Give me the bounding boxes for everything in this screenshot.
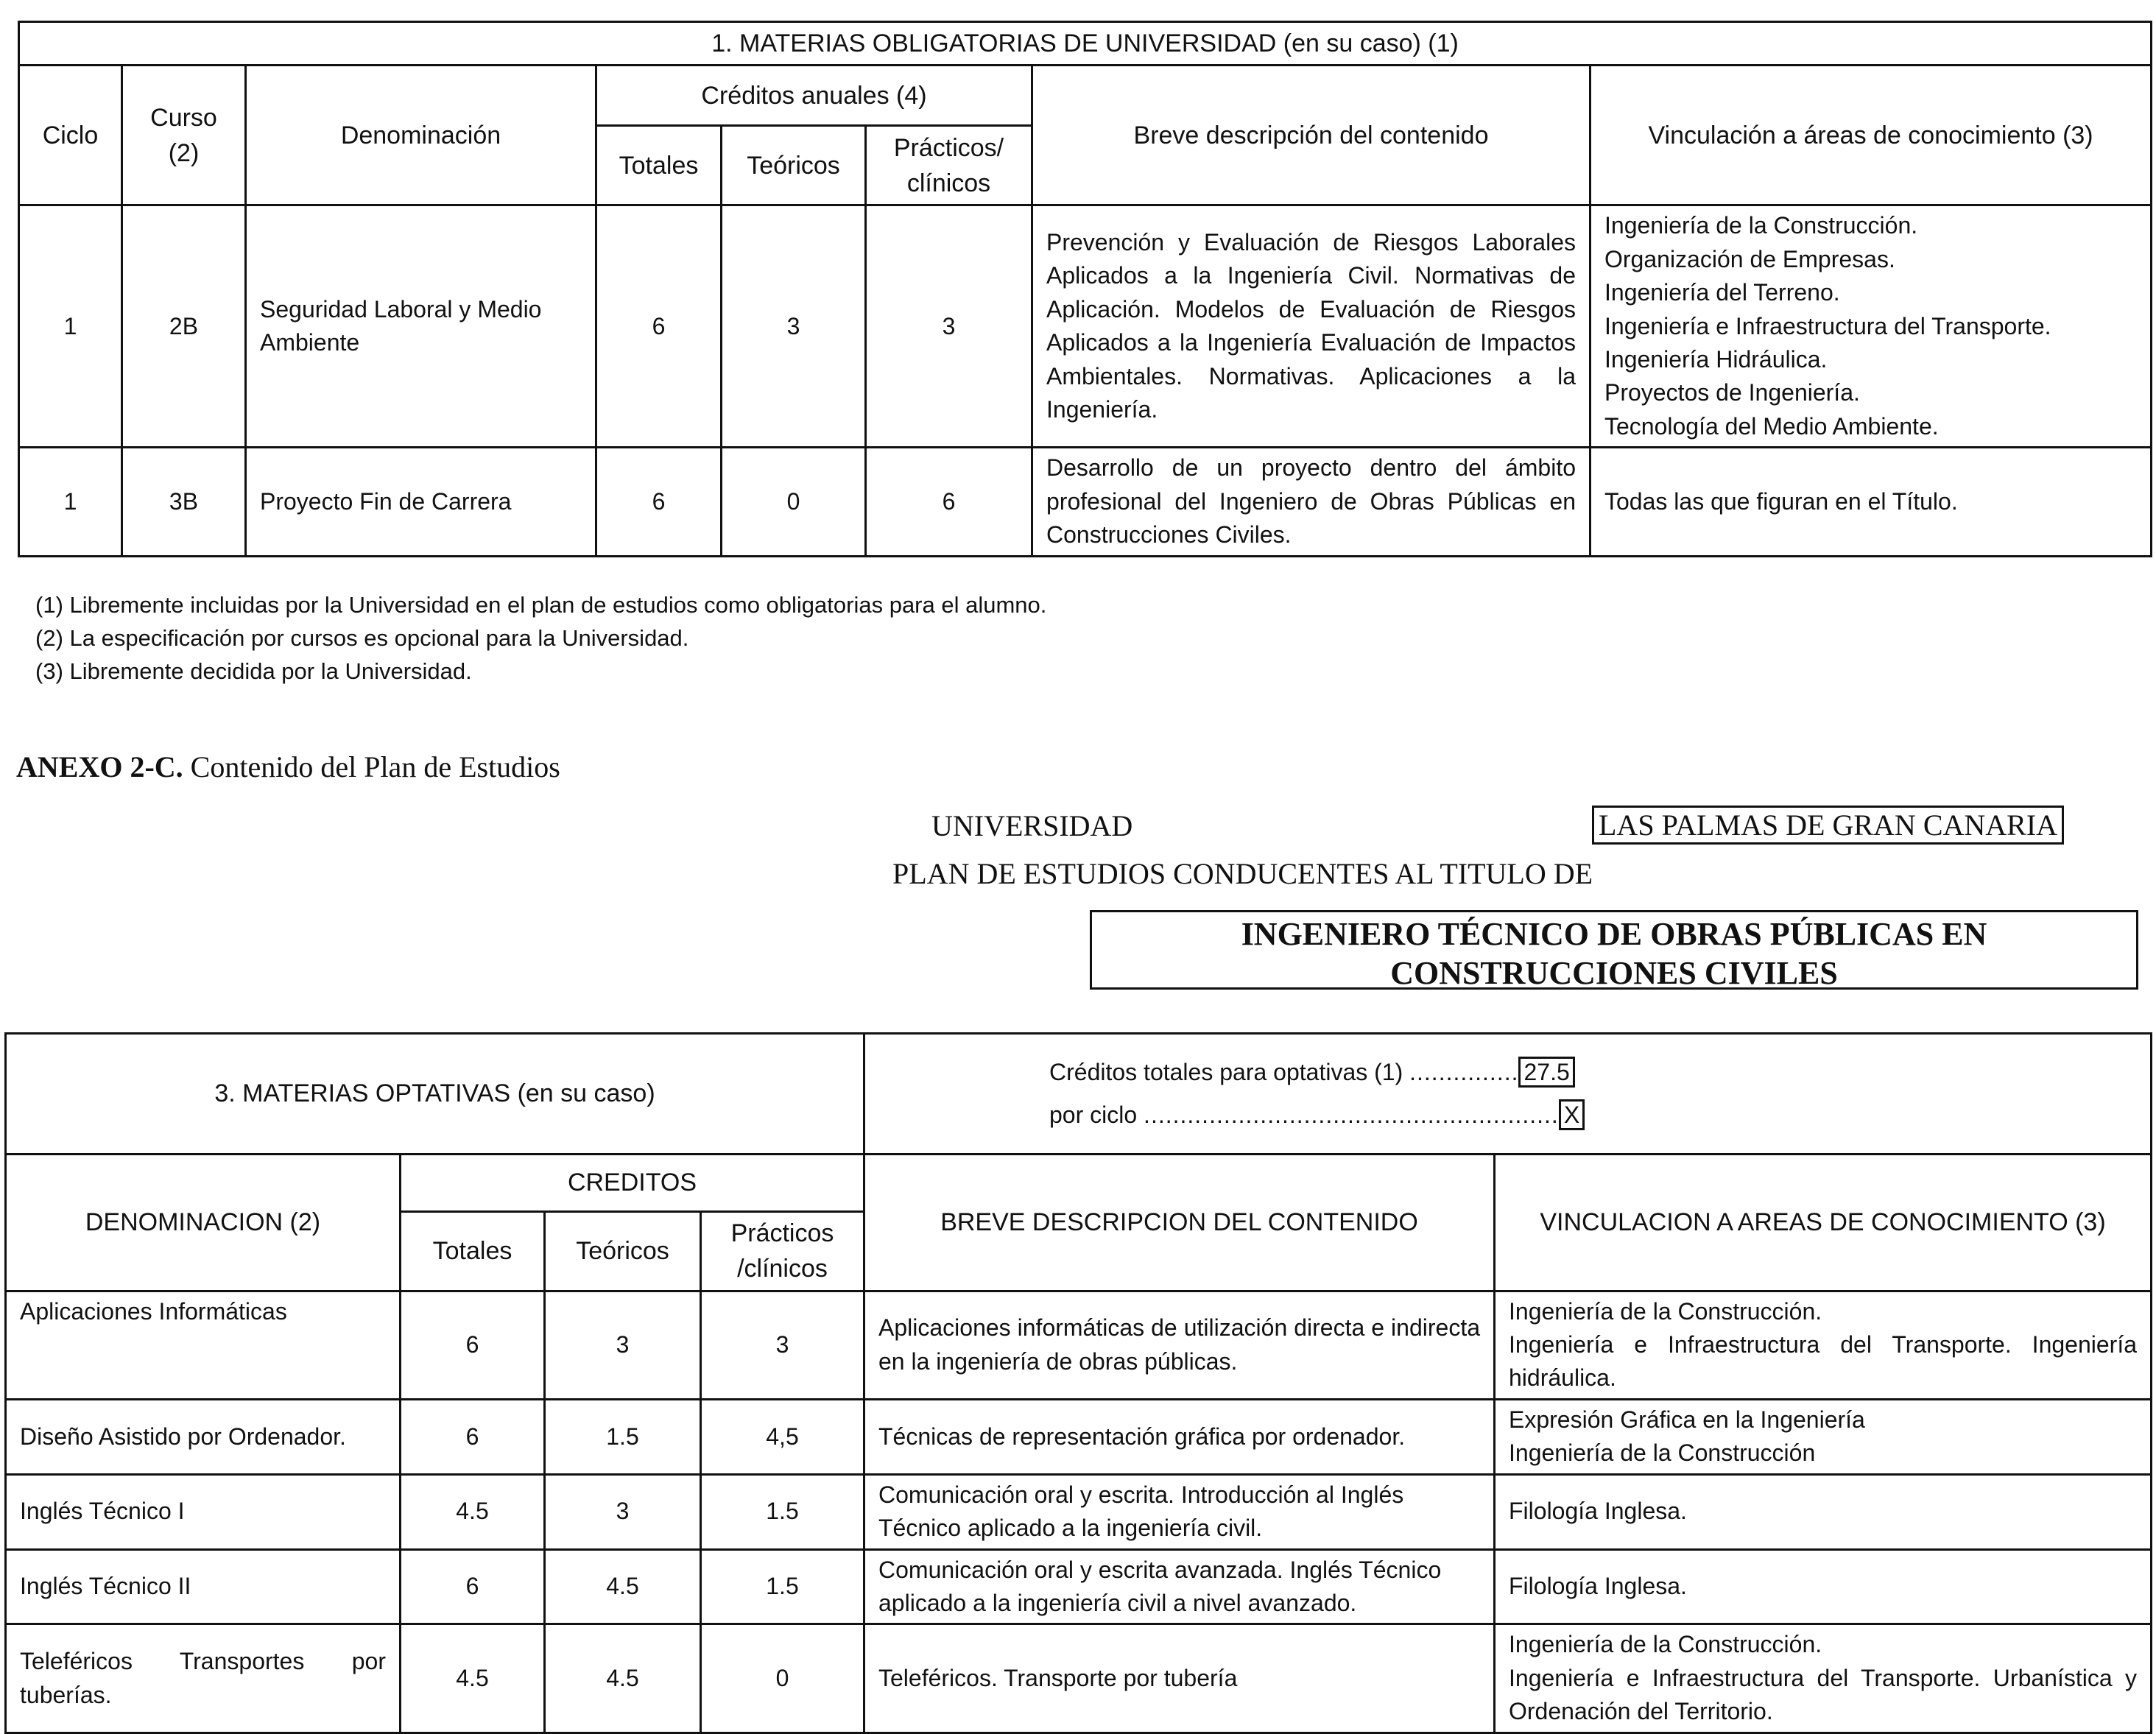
header-totales: Totales xyxy=(596,126,722,205)
area-item: Todas las que figuran en el Título. xyxy=(1604,487,1958,515)
plan-title: PLAN DE ESTUDIOS CONDUCENTES AL TITULO DE xyxy=(892,857,1593,890)
cell-descripcion: Aplicaciones informáticas de utilización directa e indirecta en la ingeniería de obras públicas. xyxy=(864,1291,1495,1399)
header-practicos: Prácticos /clínicos xyxy=(701,1212,864,1291)
cell-descripcion: Técnicas de representación gráfica por ordenador. xyxy=(864,1399,1495,1474)
cell-denominacion: Seguridad Laboral y Medio Ambiente xyxy=(246,205,596,448)
cell-descripcion: Desarrollo de un proyecto dentro del ámbito profesional del Ingeniero de Obras Públicas en Construcciones Civiles. xyxy=(1032,448,1590,556)
header-ciclo: Ciclo xyxy=(19,66,122,205)
table-row xyxy=(6,1291,2152,1399)
cell-teoricos: 3 xyxy=(545,1474,701,1549)
table-row xyxy=(19,205,2152,448)
por-ciclo-label: por ciclo xyxy=(1049,1101,1138,1128)
cell-areas xyxy=(1495,1624,2152,1733)
footnote: (3) Libremente decidida por la Universidad. xyxy=(35,658,472,684)
cell-curso: 2B xyxy=(122,205,246,448)
cell-totales: 6 xyxy=(401,1549,545,1624)
creditos-totales-line xyxy=(1049,1051,2137,1094)
cell-areas xyxy=(1495,1399,2152,1474)
cell-totales: 4.5 xyxy=(401,1474,545,1549)
cell-practicos: 0 xyxy=(701,1624,864,1733)
obligatorias-table xyxy=(18,21,2152,557)
titulo-line: CONSTRUCCIONES CIVILES xyxy=(1390,954,1838,991)
dot-leader: ......................................................... xyxy=(1144,1101,1559,1128)
area-item: Proyectos de Ingeniería. xyxy=(1604,379,1860,406)
area-item: Filología Inglesa. xyxy=(1509,1498,1687,1525)
area-item: Tecnología del Medio Ambiente. xyxy=(1604,412,1939,440)
por-ciclo-line xyxy=(1049,1094,2137,1137)
cell-areas xyxy=(1590,448,2152,556)
cell-descripcion: Prevención y Evaluación de Riesgos Laborales Aplicados a la Ingeniería Civil. Normativas de Aplicación. Modelos de Evaluación de Riesgos Aplicados a la Ingeniería Evaluación de Impactos Ambientales. Normativas. Aplicaciones a la Ingeniería. xyxy=(1032,205,1590,448)
area-item: Ingeniería e Infraestructura del Transporte. Ingeniería hidráulica. xyxy=(1509,1331,2137,1392)
cell-practicos: 6 xyxy=(866,448,1032,556)
cell-denominacion: Teleféricos Transportes por tuberías. xyxy=(6,1624,401,1733)
cell-denominacion: Diseño Asistido por Ordenador. xyxy=(6,1399,401,1474)
cell-totales: 6 xyxy=(401,1291,545,1399)
cell-teoricos: 1.5 xyxy=(545,1399,701,1474)
cell-descripcion: Comunicación oral y escrita avanzada. Inglés Técnico aplicado a la ingeniería civil a nivel avanzado. xyxy=(864,1549,1495,1624)
area-item: Ingeniería e Infraestructura del Transporte. Urbanística y Ordenación del Territorio. xyxy=(1509,1664,2137,1725)
header-creditos: Créditos anuales (4) xyxy=(596,66,1032,126)
area-item: Ingeniería del Terreno. xyxy=(1604,279,1840,306)
annex-label: ANEXO 2-C. xyxy=(16,750,183,783)
cell-denominacion: Inglés Técnico II xyxy=(6,1549,401,1624)
creditos-totales-cell xyxy=(864,1034,2152,1155)
table-row xyxy=(6,1549,2152,1624)
cell-descripcion: Teleféricos. Transporte por tubería xyxy=(864,1624,1495,1733)
cell-ciclo: 1 xyxy=(19,448,122,556)
cell-totales: 6 xyxy=(596,448,722,556)
table-row xyxy=(19,448,2152,556)
cell-practicos: 1.5 xyxy=(701,1549,864,1624)
area-item: Ingeniería de la Construcción xyxy=(1509,1439,1816,1467)
table1-title: 1. MATERIAS OBLIGATORIAS DE UNIVERSIDAD (en su caso) (1) xyxy=(19,22,2152,66)
footnotes xyxy=(35,589,1046,688)
cell-teoricos: 4.5 xyxy=(545,1624,701,1733)
header-creditos: CREDITOS xyxy=(401,1155,864,1212)
annex-heading xyxy=(16,750,560,784)
footnote: (2) La especificación por cursos es opcional para la Universidad. xyxy=(35,624,689,651)
header-teoricos: Teóricos xyxy=(545,1212,701,1291)
universidad-label: UNIVERSIDAD xyxy=(931,809,1133,842)
cell-descripcion: Comunicación oral y escrita. Introducción al Inglés Técnico aplicado a la ingeniería civil. xyxy=(864,1474,1495,1549)
cell-teoricos: 0 xyxy=(722,448,866,556)
header-denominacion: DENOMINACION (2) xyxy=(6,1155,401,1291)
cell-denominacion: Inglés Técnico I xyxy=(6,1474,401,1549)
header-descripcion: BREVE DESCRIPCION DEL CONTENIDO xyxy=(864,1155,1495,1291)
header-curso: Curso (2) xyxy=(122,66,246,205)
cell-areas xyxy=(1495,1291,2152,1399)
area-item: Organización de Empresas. xyxy=(1604,245,1895,272)
titulo-box xyxy=(1090,910,2138,990)
cell-teoricos: 3 xyxy=(722,205,866,448)
area-item: Expresión Gráfica en la Ingeniería xyxy=(1509,1406,1865,1433)
cell-teoricos: 3 xyxy=(545,1291,701,1399)
header-totales: Totales xyxy=(401,1212,545,1291)
header-teoricos: Teóricos xyxy=(722,126,866,205)
universidad-name: LAS PALMAS DE GRAN CANARIA xyxy=(1592,806,2064,845)
header-practicos: Prácticos/ clínicos xyxy=(866,126,1032,205)
table2-title: 3. MATERIAS OPTATIVAS (en su caso) xyxy=(6,1034,864,1155)
table-row xyxy=(6,1399,2152,1474)
area-item: Ingeniería Hidráulica. xyxy=(1604,346,1828,373)
cell-practicos: 4,5 xyxy=(701,1399,864,1474)
header-denominacion: Denominación xyxy=(246,66,596,205)
cell-denominacion: Aplicaciones Informáticas xyxy=(6,1291,401,1399)
creditos-totales-label: Créditos totales para optativas (1) xyxy=(1049,1058,1403,1085)
header-descripcion: Breve descripción del contenido xyxy=(1032,66,1590,205)
area-item: Filología Inglesa. xyxy=(1509,1573,1687,1600)
optativas-table xyxy=(4,1032,2152,1734)
cell-areas xyxy=(1590,205,2152,448)
table-row xyxy=(6,1474,2152,1549)
cell-areas xyxy=(1495,1474,2152,1549)
area-item: Ingeniería de la Construcción. xyxy=(1604,212,1918,239)
cell-totales: 6 xyxy=(596,205,722,448)
cell-practicos: 3 xyxy=(866,205,1032,448)
por-ciclo-value: X xyxy=(1559,1099,1585,1130)
cell-areas xyxy=(1495,1549,2152,1624)
header-vinculacion: Vinculación a áreas de conocimiento (3) xyxy=(1590,66,2152,205)
header-vinculacion: VINCULACION A AREAS DE CONOCIMIENTO (3) xyxy=(1495,1155,2152,1291)
cell-ciclo: 1 xyxy=(19,205,122,448)
area-item: Ingeniería e Infraestructura del Transporte. xyxy=(1604,312,2051,339)
area-item: Ingeniería de la Construcción. xyxy=(1509,1297,1822,1325)
cell-teoricos: 4.5 xyxy=(545,1549,701,1624)
area-item: Ingeniería de la Construcción. xyxy=(1509,1631,1822,1658)
table-row xyxy=(6,1624,2152,1733)
cell-practicos: 3 xyxy=(701,1291,864,1399)
creditos-totales-value: 27.5 xyxy=(1518,1057,1574,1088)
cell-denominacion: Proyecto Fin de Carrera xyxy=(246,448,596,556)
cell-curso: 3B xyxy=(122,448,246,556)
cell-practicos: 1.5 xyxy=(701,1474,864,1549)
footnote: (1) Libremente incluidas por la Universidad en el plan de estudios como obligatorias para el alumno. xyxy=(35,592,1047,618)
cell-totales: 4.5 xyxy=(401,1624,545,1733)
titulo-line: INGENIERO TÉCNICO DE OBRAS PÚBLICAS EN xyxy=(1241,916,1987,952)
annex-title: Contenido del Plan de Estudios xyxy=(190,750,560,783)
cell-totales: 6 xyxy=(401,1399,545,1474)
dot-leader: ............... xyxy=(1409,1058,1519,1085)
